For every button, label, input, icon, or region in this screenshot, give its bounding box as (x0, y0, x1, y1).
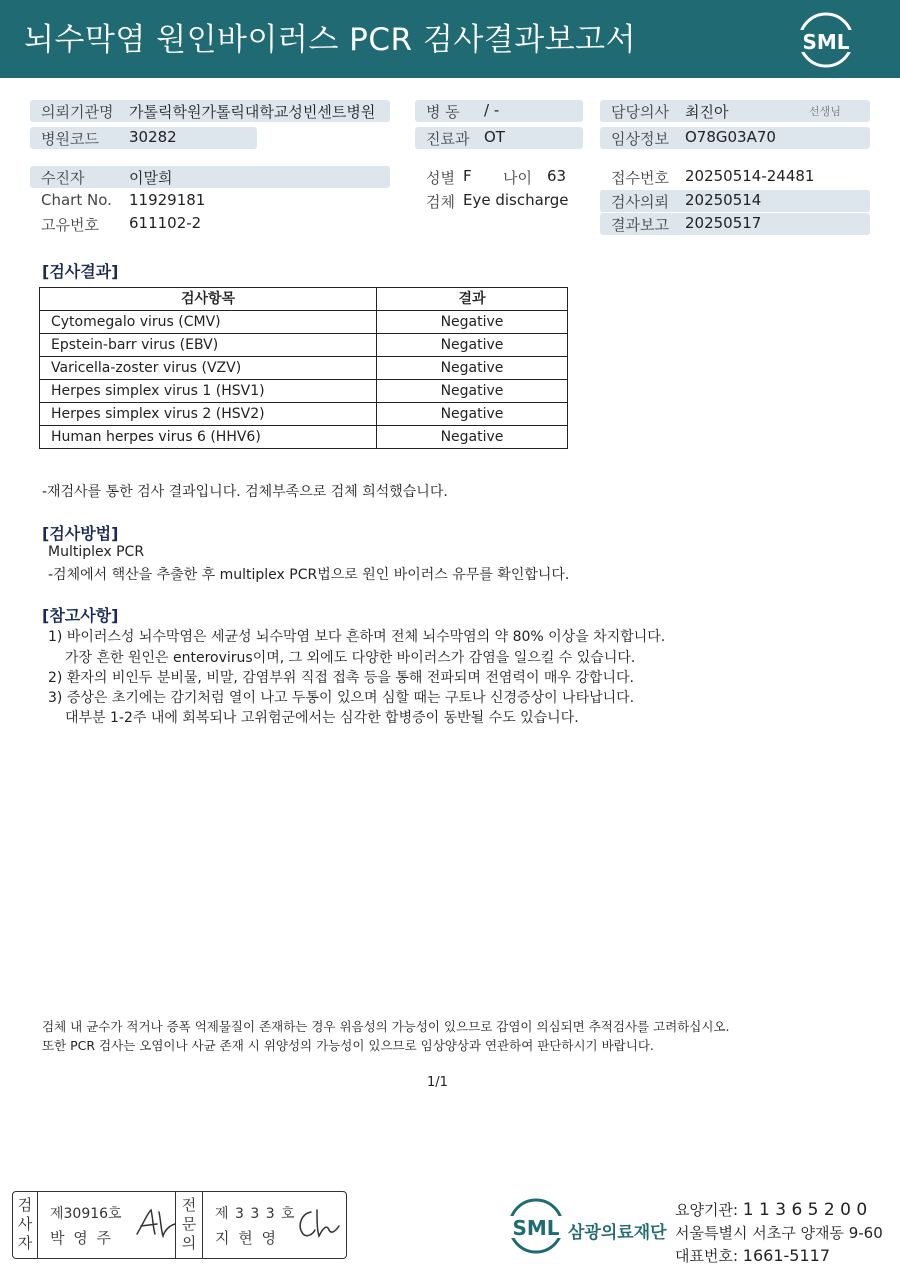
ward-label: 병 동 (426, 103, 460, 121)
specialist-name: 지 현 영 (215, 1229, 279, 1247)
test-result: Negative (377, 380, 568, 403)
report-header (0, 0, 900, 78)
hospital-code-label: 병원코드 (41, 130, 99, 148)
patient-label: 수진자 (41, 169, 85, 187)
hospital-code-value: 30282 (129, 128, 177, 146)
disclaimer-line: 검체 내 균수가 적거나 증폭 억제물질이 존재하는 경우 위음성의 가능성이 있으므로 감염이 의심되면 추적검사를 고려하십시오. (42, 1019, 730, 1034)
clinical-info-field (600, 127, 870, 149)
institution-no-line (675, 1199, 867, 1220)
requesting-institution-label: 의뢰기관명 (41, 103, 114, 121)
table-row (40, 426, 568, 449)
sml-logo-text: SML (802, 30, 850, 54)
sml-foundation-logo (506, 1196, 566, 1256)
chart-no-value: 11929181 (129, 191, 206, 209)
unique-no-label: 고유번호 (41, 216, 99, 234)
specimen-value: Eye discharge (463, 191, 569, 209)
reference-line: 가장 흔한 원인은 enterovirus이며, 그 외에도 다양한 바이러스가 감염을 일으킬 수 있습니다. (65, 650, 636, 666)
specialist-signature (293, 1204, 343, 1244)
receipt-no-label: 접수번호 (611, 169, 669, 187)
specialist-license: 제 3 3 3 호 (215, 1206, 296, 1222)
method-line: -검체에서 핵산을 추출한 후 multiplex PCR법으로 원인 바이러스 유무를 확인합니다. (48, 567, 570, 583)
results-header-result: 결과 (377, 288, 568, 311)
age-value: 63 (547, 167, 567, 185)
request-date-label: 검사의뢰 (611, 193, 669, 211)
ward-field (415, 100, 583, 122)
test-result: Negative (377, 334, 568, 357)
reference-line: 3) 증상은 초기에는 감기처럼 열이 나고 두통이 있으며 심할 때는 구토나 신경증상이 나타납니다. (48, 690, 635, 706)
table-row (40, 380, 568, 403)
requesting-institution-field (30, 100, 390, 122)
hospital-code-field (30, 127, 257, 149)
institution-no-value: 1 1 3 6 5 2 0 0 (742, 1200, 868, 1220)
examiner-label (15, 1196, 35, 1253)
doctor-suffix: 선생님 (809, 105, 841, 118)
examiner-label-char: 자 (17, 1234, 33, 1252)
divider (37, 1192, 38, 1258)
table-row (40, 311, 568, 334)
examiner-license: 제30916호 (50, 1206, 122, 1222)
doctor-field (600, 100, 870, 122)
specimen-field (415, 190, 583, 212)
reference-line: 대부분 1-2주 내에 회복되나 고위험군에서는 심각한 합병증이 동반될 수도 있습니다. (65, 710, 579, 726)
results-header-row (40, 288, 568, 311)
sex-value: F (463, 167, 472, 185)
table-row (40, 403, 568, 426)
phone-value: 1661-5117 (742, 1246, 831, 1265)
test-result: Negative (377, 311, 568, 334)
request-date-value: 20250514 (685, 191, 762, 209)
test-result: Negative (377, 403, 568, 426)
test-item: Herpes simplex virus 1 (HSV1) (40, 380, 377, 403)
reference-line: 1) 바이러스성 뇌수막염은 세균성 뇌수막염 보다 흔하며 전체 뇌수막염의 약 80% 이상을 차지합니다. (48, 629, 666, 645)
report-date-field (600, 213, 870, 235)
sex-field (415, 166, 495, 188)
request-date-field (600, 190, 870, 212)
test-item: Human herpes virus 6 (HHV6) (40, 426, 377, 449)
report-date-value: 20250517 (685, 214, 762, 232)
specialist-label-char: 문 (181, 1215, 197, 1233)
signature-box (12, 1191, 347, 1259)
method-line: Multiplex PCR (48, 544, 145, 560)
organization-address: 서울특별시 서초구 양재동 9-60 (675, 1224, 883, 1242)
test-item: Varicella-zoster virus (VZV) (40, 357, 377, 380)
page-number: 1/1 (427, 1075, 448, 1090)
report-date-label: 결과보고 (611, 216, 669, 234)
reference-line: 2) 환자의 비인두 분비물, 비말, 감염부위 직접 접촉 등을 통해 전파되며 전염력이 매우 강합니다. (48, 670, 634, 686)
specialist-label (179, 1196, 199, 1253)
unique-no-field (30, 213, 390, 235)
examiner-name: 박 영 주 (50, 1229, 114, 1247)
divider (175, 1192, 176, 1258)
phone-label: 대표번호: (675, 1247, 739, 1265)
sml-foundation-logo-text: SML (512, 1216, 560, 1240)
receipt-no-value: 20250514-24481 (685, 167, 815, 185)
results-header-item: 검사항목 (40, 288, 377, 311)
specimen-label: 검체 (426, 193, 455, 211)
results-table (39, 287, 568, 449)
examiner-signature (133, 1204, 179, 1244)
department-value: OT (484, 128, 505, 146)
chart-no-label: Chart No. (41, 191, 112, 209)
results-section-title: [검사결과] (42, 262, 119, 281)
age-label: 나이 (503, 169, 532, 187)
receipt-no-field (600, 166, 870, 188)
examiner-label-char: 검 (17, 1196, 33, 1214)
sex-label: 성별 (426, 169, 455, 187)
unique-no-value: 611102-2 (129, 214, 202, 232)
test-result: Negative (377, 426, 568, 449)
doctor-label: 담당의사 (611, 103, 669, 121)
ward-value: / - (484, 101, 500, 119)
disclaimer-line: 또한 PCR 검사는 오염이나 사균 존재 시 위양성의 가능성이 있으므로 임상양상과 연관하여 판단하시기 바랍니다. (42, 1038, 654, 1053)
table-row (40, 357, 568, 380)
chart-no-field (30, 190, 390, 212)
doctor-value: 최진아 (685, 103, 729, 121)
divider (202, 1192, 203, 1258)
method-section-title: [검사방법] (42, 524, 119, 543)
test-result: Negative (377, 357, 568, 380)
department-field (415, 127, 583, 149)
specialist-label-char: 전 (181, 1196, 197, 1214)
clinical-info-label: 임상정보 (611, 130, 669, 148)
institution-no-label: 요양기관: (675, 1201, 739, 1219)
examiner-label-char: 사 (17, 1215, 33, 1233)
sml-logo (796, 10, 856, 70)
test-item: Epstein-barr virus (EBV) (40, 334, 377, 357)
clinical-info-value: O78G03A70 (685, 128, 776, 146)
results-note: -재검사를 통한 검사 결과입니다. 검체부족으로 검체 희석했습니다. (42, 484, 448, 500)
table-row (40, 334, 568, 357)
foundation-name: 삼광의료재단 (568, 1223, 667, 1243)
test-item: Herpes simplex virus 2 (HSV2) (40, 403, 377, 426)
requesting-institution-value: 가톨릭학원가톨릭대학교성빈센트병원 (129, 103, 376, 121)
reference-section-title: [참고사항] (42, 606, 119, 625)
report-title: 뇌수막염 원인바이러스 PCR 검사결과보고서 (24, 22, 637, 58)
phone-line (675, 1245, 830, 1266)
patient-field (30, 166, 390, 188)
patient-value: 이말희 (129, 169, 173, 187)
specialist-label-char: 의 (181, 1234, 197, 1252)
age-field (492, 166, 582, 188)
department-label: 진료과 (426, 130, 470, 148)
test-item: Cytomegalo virus (CMV) (40, 311, 377, 334)
